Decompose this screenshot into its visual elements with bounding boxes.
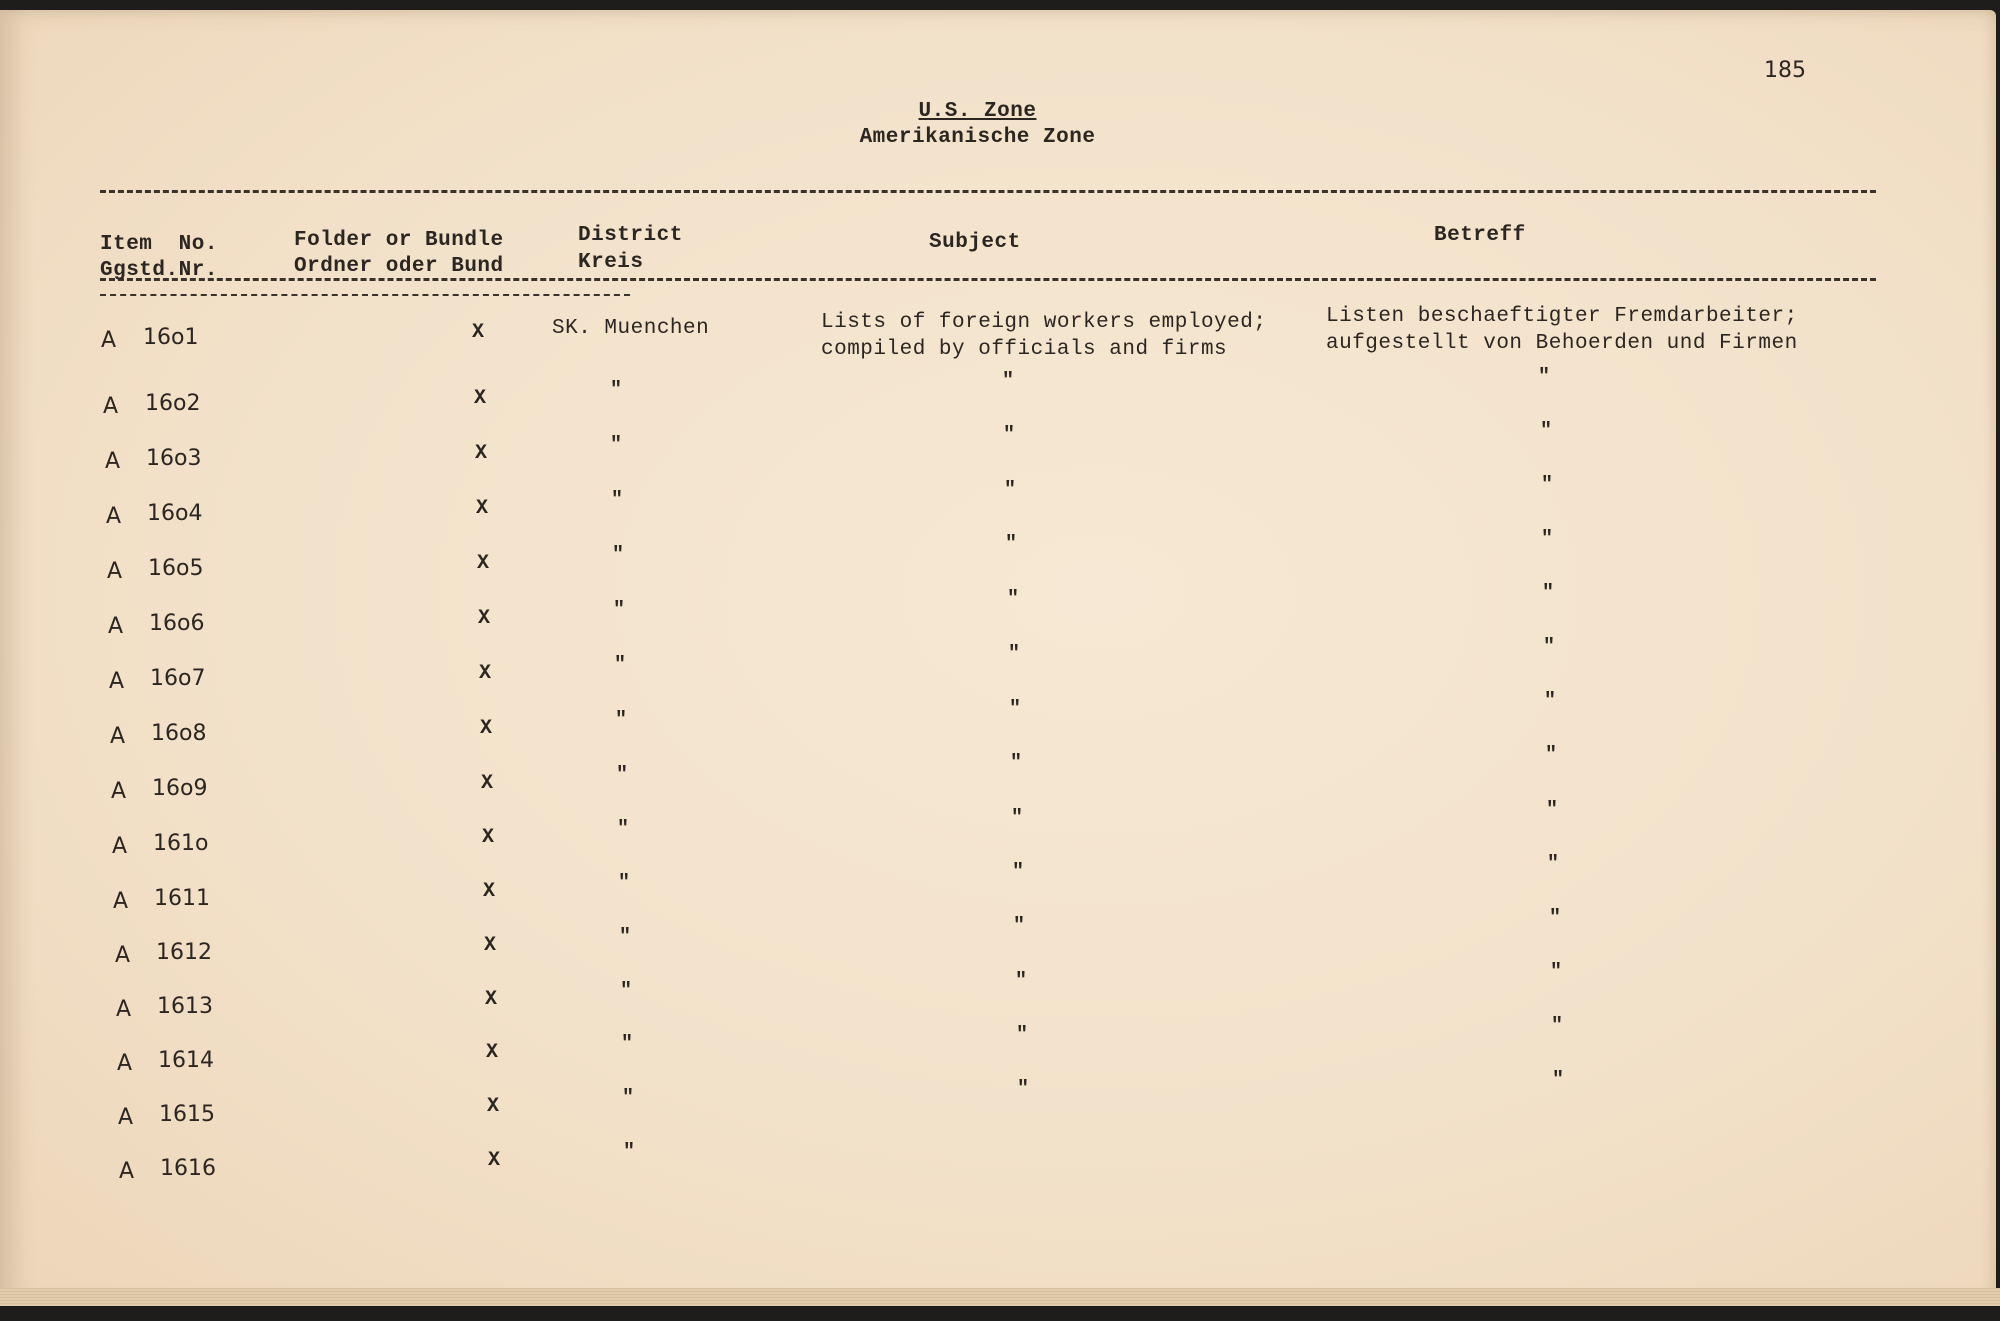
row-3-prefix: A: [105, 449, 121, 474]
row-7-prefix: A: [109, 669, 125, 694]
row-2-subject: ": [1002, 370, 1015, 393]
row-10-betreff: ": [1546, 799, 1559, 822]
row-3-folder: X: [475, 442, 488, 465]
header-subject: Subject: [929, 231, 1021, 254]
row-1-prefix: A: [101, 328, 117, 353]
row-11-betreff: ": [1547, 853, 1560, 876]
row-1-subject-line2: compiled by officials and firms: [821, 338, 1228, 361]
row-14-prefix: A: [117, 1051, 133, 1076]
row-6-betreff: ": [1542, 582, 1555, 605]
header-item-en: Item No.: [100, 233, 218, 256]
header-folder-de: Ordner oder Bund: [294, 255, 504, 278]
row-10-folder: X: [482, 826, 495, 849]
row-14-district: ": [621, 1033, 634, 1056]
row-2-folder: X: [474, 387, 487, 410]
row-13-district: ": [620, 980, 633, 1003]
row-1-betreff-line1: Listen beschaeftigter Fremdarbeiter;: [1326, 305, 1798, 328]
row-7-district: ": [614, 654, 627, 677]
row-5-subject: ": [1005, 533, 1018, 556]
row-8-prefix: A: [110, 724, 126, 749]
row-11-prefix: A: [113, 889, 129, 914]
row-1-district: SK. Muenchen: [552, 317, 710, 340]
header-rule-upper-right: [100, 190, 1876, 193]
row-13-folder: X: [485, 988, 498, 1011]
row-11-number: 1611: [154, 886, 210, 911]
row-12-number: 1612: [156, 940, 212, 965]
row-7-folder: X: [479, 662, 492, 685]
row-4-prefix: A: [106, 504, 122, 529]
row-7-subject: ": [1008, 643, 1021, 666]
document-page: [0, 10, 1996, 1306]
row-16-number: 1616: [160, 1156, 216, 1181]
row-16-district: ": [623, 1141, 636, 1164]
row-13-number: 1613: [157, 994, 213, 1019]
row-6-prefix: A: [108, 614, 124, 639]
row-4-betreff: ": [1541, 474, 1554, 497]
row-12-subject: ": [1013, 915, 1026, 938]
row-4-folder: X: [476, 497, 489, 520]
row-9-betreff: ": [1545, 744, 1558, 767]
row-10-district: ": [617, 818, 630, 841]
page-stack-edge: [0, 1288, 2000, 1306]
row-3-subject: ": [1003, 424, 1016, 447]
row-3-betreff: ": [1540, 420, 1553, 443]
row-6-subject: ": [1007, 588, 1020, 611]
row-10-subject: ": [1011, 807, 1024, 830]
row-10-prefix: A: [112, 834, 128, 859]
row-5-prefix: A: [107, 559, 123, 584]
row-13-betreff: ": [1550, 961, 1563, 984]
row-5-number: 16o5: [148, 556, 204, 581]
row-15-betreff: ": [1552, 1069, 1565, 1092]
row-12-folder: X: [484, 934, 497, 957]
row-8-betreff: ": [1544, 690, 1557, 713]
row-12-district: ": [619, 926, 632, 949]
header-rule-middle: [100, 278, 1876, 281]
row-9-prefix: A: [111, 779, 127, 804]
row-15-prefix: A: [118, 1105, 134, 1130]
row-1-betreff-line2: aufgestellt von Behoerden und Firmen: [1326, 332, 1798, 355]
row-8-district: ": [615, 709, 628, 732]
row-2-betreff: ": [1538, 366, 1551, 389]
row-9-subject: ": [1010, 752, 1023, 775]
row-4-number: 16o4: [147, 501, 203, 526]
row-15-number: 1615: [159, 1102, 215, 1127]
row-10-number: 161o: [153, 831, 209, 856]
row-1-number: 16o1: [143, 325, 199, 350]
header-rule-lower: [100, 294, 630, 296]
row-5-folder: X: [477, 552, 490, 575]
row-8-number: 16o8: [151, 721, 207, 746]
header-district-en: District: [578, 224, 683, 247]
row-7-number: 16o7: [150, 666, 206, 691]
row-11-folder: X: [483, 880, 496, 903]
row-14-betreff: ": [1551, 1015, 1564, 1038]
row-13-subject: ": [1015, 970, 1028, 993]
row-9-folder: X: [481, 772, 494, 795]
row-9-number: 16o9: [152, 776, 208, 801]
row-15-district: ": [622, 1087, 635, 1110]
row-11-subject: ": [1012, 861, 1025, 884]
row-1-folder: X: [472, 321, 485, 344]
row-16-prefix: A: [119, 1159, 135, 1184]
row-3-district: ": [610, 434, 623, 457]
row-7-betreff: ": [1543, 636, 1556, 659]
row-5-district: ": [612, 544, 625, 567]
row-6-district: ": [613, 599, 626, 622]
row-6-number: 16o6: [149, 611, 205, 636]
row-15-subject: ": [1017, 1078, 1030, 1101]
row-4-subject: ": [1004, 479, 1017, 502]
row-2-prefix: A: [103, 394, 119, 419]
row-5-betreff: ": [1541, 528, 1554, 551]
zone-title: U.S. Zone: [918, 100, 1037, 123]
row-16-folder: X: [488, 1149, 501, 1172]
zone-subtitle: Amerikanische Zone: [859, 126, 1096, 149]
row-2-district: ": [610, 379, 623, 402]
row-3-number: 16o3: [146, 446, 202, 471]
row-11-district: ": [618, 872, 631, 895]
row-6-folder: X: [478, 607, 491, 630]
row-9-district: ": [616, 764, 629, 787]
row-4-district: ": [611, 489, 624, 512]
page-number: 185: [1764, 58, 1806, 83]
row-14-subject: ": [1016, 1024, 1029, 1047]
row-12-prefix: A: [115, 943, 131, 968]
row-8-subject: ": [1009, 698, 1022, 721]
row-8-folder: X: [480, 717, 493, 740]
row-13-prefix: A: [116, 997, 132, 1022]
row-14-folder: X: [486, 1041, 499, 1064]
row-12-betreff: ": [1549, 907, 1562, 930]
header-item-de: Ggstd.Nr.: [100, 259, 218, 282]
header-betreff: Betreff: [1434, 224, 1526, 247]
header-folder-en: Folder or Bundle: [294, 229, 504, 252]
header-district-de: Kreis: [578, 251, 644, 274]
row-15-folder: X: [487, 1095, 500, 1118]
row-14-number: 1614: [158, 1048, 214, 1073]
row-2-number: 16o2: [145, 391, 201, 416]
row-1-subject-line1: Lists of foreign workers employed;: [821, 311, 1267, 334]
